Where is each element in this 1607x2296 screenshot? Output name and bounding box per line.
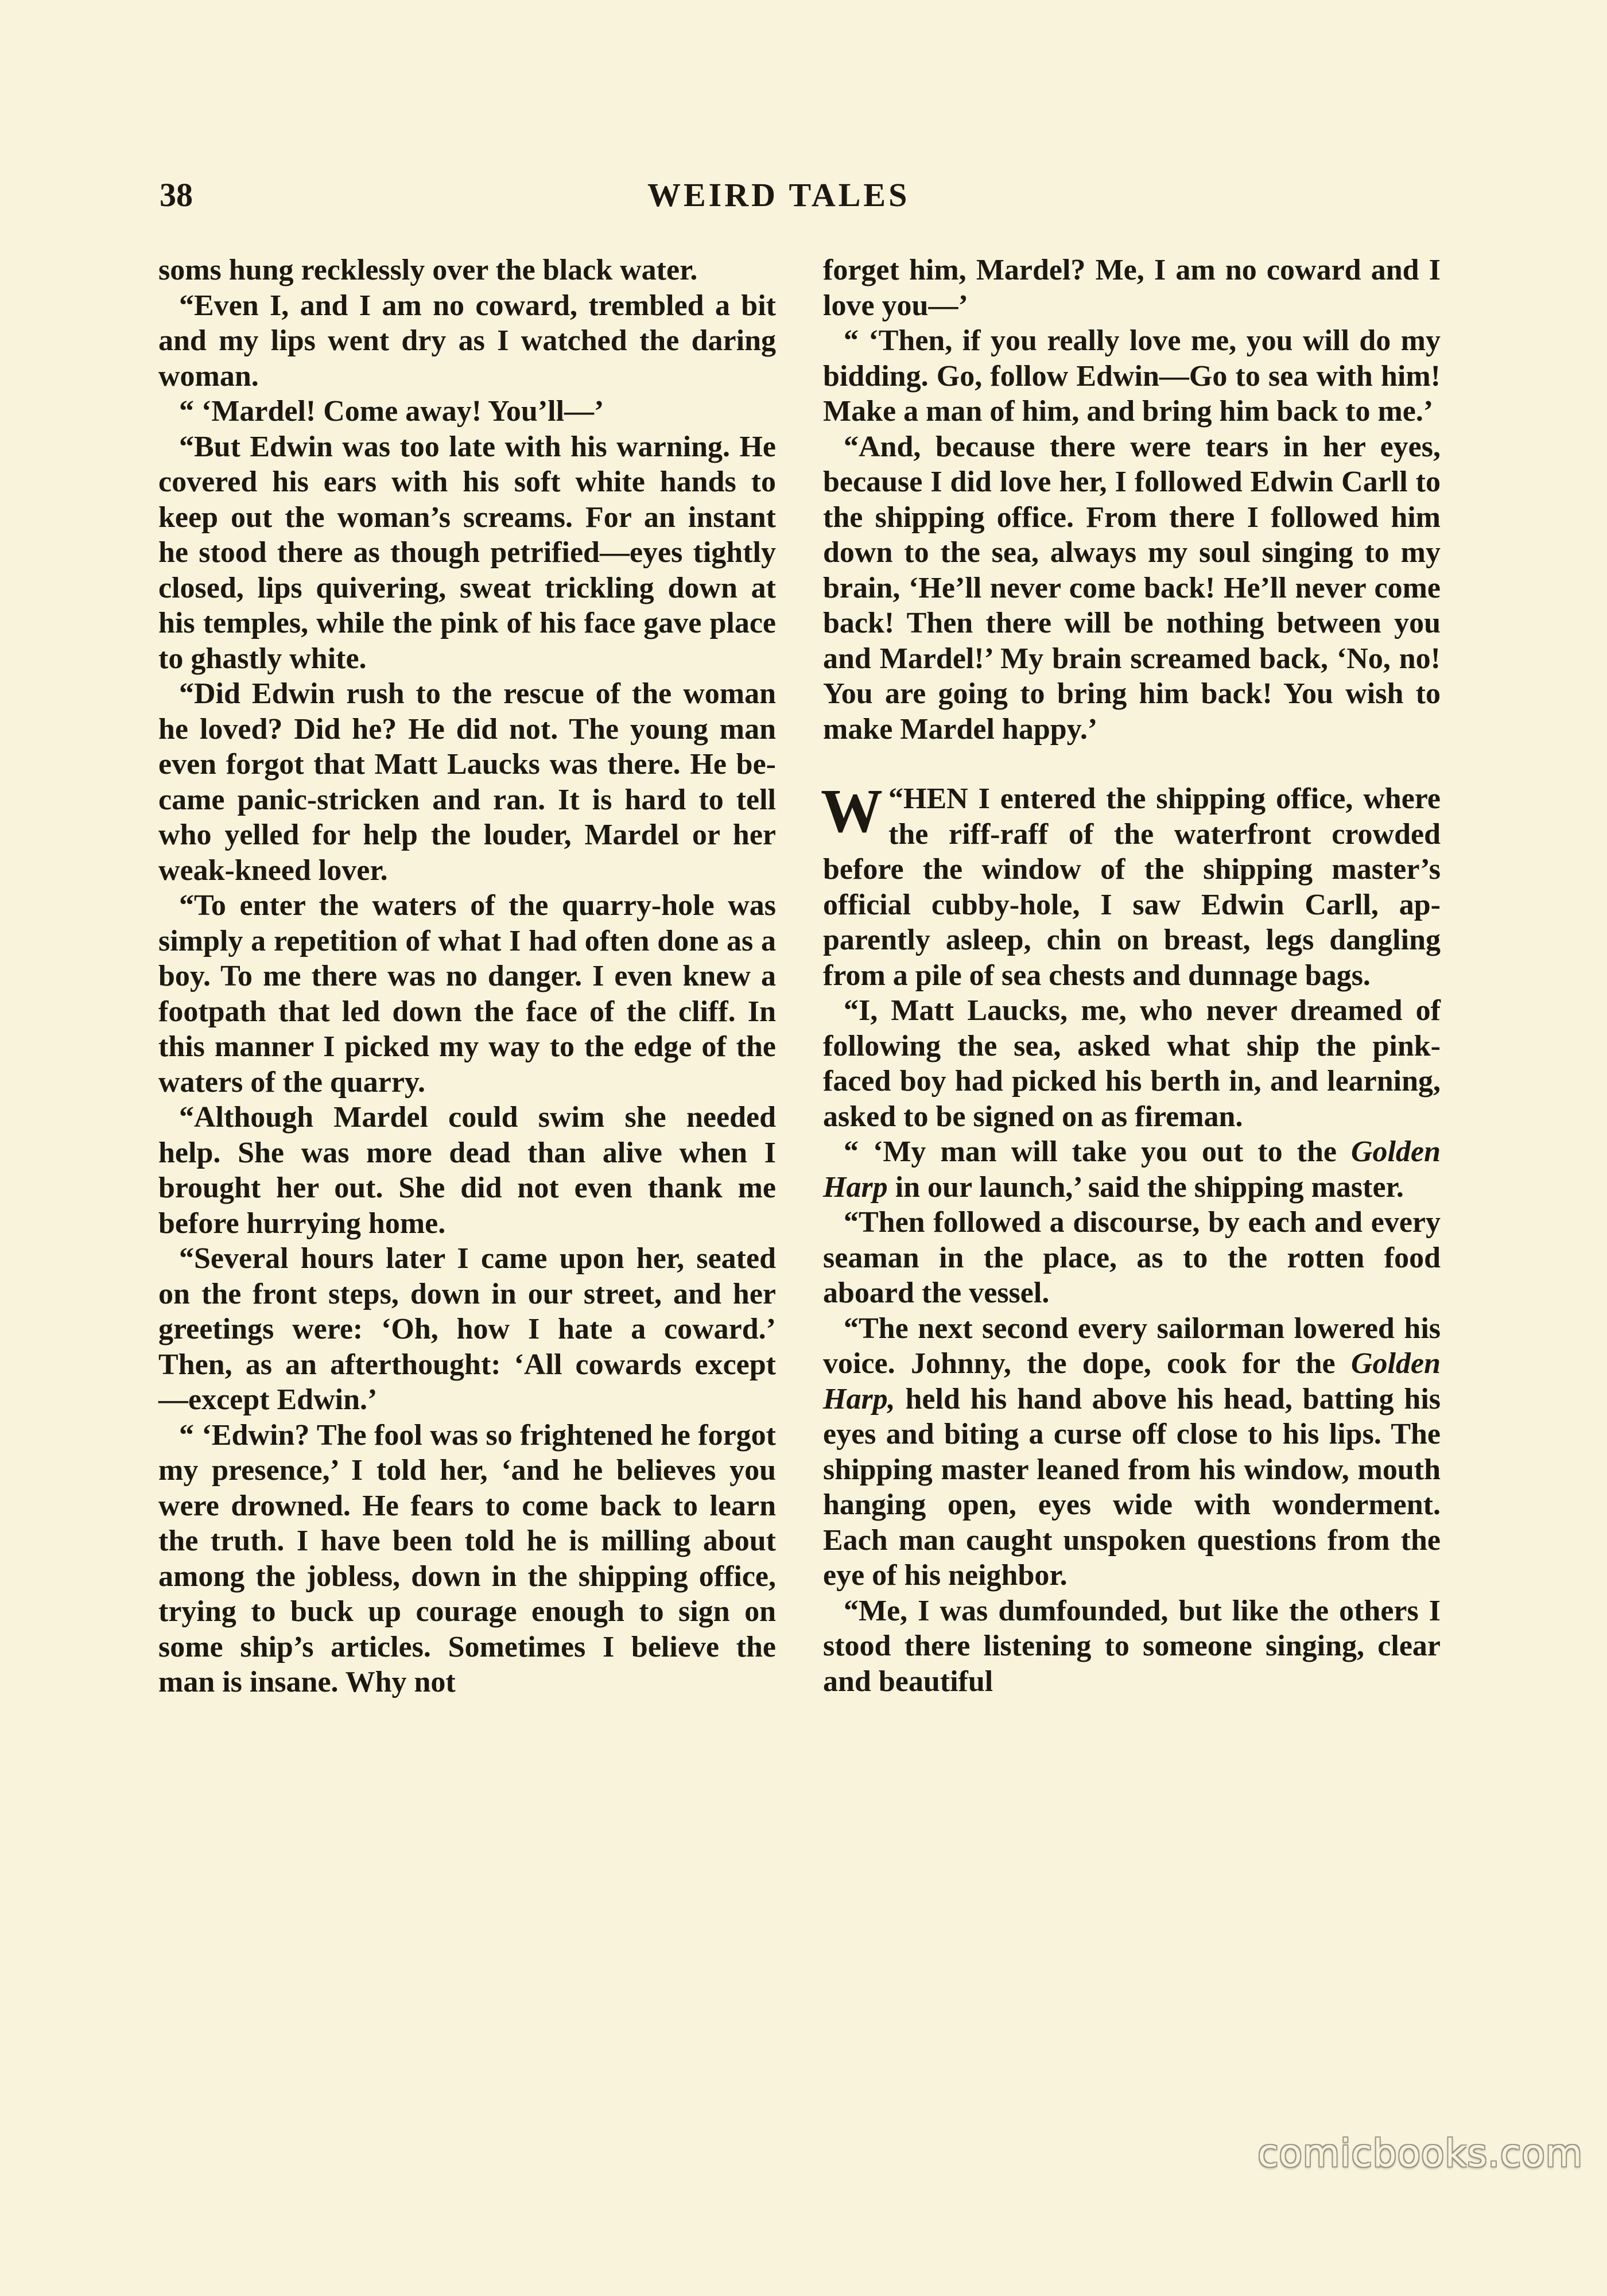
paragraph-text: “ ‘My man will take you out to the	[844, 1135, 1351, 1168]
ship-name: Golden Harp	[823, 1135, 1441, 1204]
section-opening-paragraph	[821, 777, 1441, 993]
paragraph-text: HEN I entered the shipping office, where the riff-raff of the waterfront crowded before the window of the shipping master’s official cubby-hole, I saw Edwin Carll, apparently asleep, chin on breast, legs dangling from a pile of sea chests and dunnage bags.	[823, 782, 1441, 992]
paragraph: “Then followed a discourse, by each and every seaman in the place, as to the rotten food aboard the vessel.	[823, 1206, 1441, 1309]
paragraph: “ ‘Then, if you really love me, you will do my bidding. Go, follow Edwin—Go to sea with him! Make a man of him, and bring him back to me.’	[823, 324, 1441, 428]
paragraph: “Me, I was dumfounded, but like the others I stood there listening to someone singing, clear and beautiful	[823, 1594, 1441, 1698]
paragraph: “Several hours later I came upon her, seated on the front steps, down in our street, and her greetings were: ‘Oh, how I hate a coward.’ Then, as an afterthought: ‘All cowards except —except Edwin.’	[158, 1242, 776, 1416]
paragraph: “Although Mardel could swim she needed help. She was more dead than alive when I brought her out. She did not even thank me before hurrying home.	[158, 1101, 776, 1240]
magazine-title: WEIRD TALES	[647, 176, 910, 214]
paragraph	[823, 1134, 1441, 1205]
paragraph: “I, Matt Laucks, me, who never dreamed of following the sea, asked what ship the pink-faced boy had picked his berth in, and learning, asked to be signed on as fireman.	[823, 994, 1441, 1133]
paragraph: soms hung recklessly over the black water.	[158, 254, 698, 286]
paragraph	[823, 1311, 1441, 1593]
ship-name: Golden Harp,	[823, 1347, 1441, 1415]
paragraph: “To enter the waters of the quarry-hole was simply a repetition of what I had often done as a boy. To me there was no danger. I even knew a footpath that led down the face of the cliff. In this manner I picked my way to the edge of the waters of the quarry.	[158, 889, 776, 1099]
paragraph: “Did Edwin rush to the rescue of the woman he loved? Did he? He did not. The young man even forgot that Matt Laucks was there. He became panic-stricken and ran. It is hard to tell who yelled for help the louder, Mardel or her weak-kneed lover.	[158, 677, 776, 887]
right-column	[823, 253, 1441, 2124]
paragraph: “ ‘Mardel! Come away! You’ll—’	[179, 395, 604, 428]
paragraph: “But Edwin was too late with his warning. He covered his ears with his soft white hands to keep out the woman’s screams. For an instant he stood there as though petrified—eyes tightly closed, lips quivering, sweat trickling down at his temples, while the pink of his face gave place to ghastly white.	[158, 430, 776, 675]
opening-quote: “	[888, 782, 903, 815]
paragraph-text: “The next second every sailorman lowered his voice. Johnny, the dope, cook for the	[823, 1312, 1441, 1380]
page-number: 38	[160, 176, 193, 214]
paragraph: “Even I, and I am no coward, trembled a bit and my lips went dry as I watched the daring woman.	[158, 289, 776, 393]
paragraph: “ ‘Edwin? The fool was so frightened he forgot my presence,’ I told her, ‘and he believes you were drowned. He fears to come back to learn the truth. I have been told he is milling about among the jobless, down in the shipping office, trying to buck up courage enough to sign on some ship’s articles. Sometimes I believe the man is insane. Why not	[158, 1418, 776, 1698]
paragraph: forget him, Mardel? Me, I am no coward and I love you—’	[823, 254, 1441, 322]
paragraph-text: held his hand above his head, batting his eyes and biting a curse off close to his lips. The shipping master leaned from his window, mouth hanging open, eyes wide with wonderment. Each man caught unspoken questions from the eye of his neighbor.	[823, 1382, 1441, 1592]
drop-cap: W	[821, 777, 883, 846]
paragraph: “And, because there were tears in her eyes, because I did love her, I followed Edwin Carll to the shipping office. From there I followed him down to the sea, always my soul singing to my brain, ‘He’ll never come back! He’ll never come back! Then there will be nothing between you and Mardel!’ My brain screamed back, ‘No, no! You are going to bring him back! You wish to make Mardel happy.’	[823, 430, 1441, 746]
running-header	[160, 172, 1446, 218]
watermark: comicbooks.com	[1257, 2131, 1583, 2175]
paragraph-text: in our launch,’ said the shipping master.	[887, 1170, 1404, 1204]
left-column	[158, 253, 776, 2124]
